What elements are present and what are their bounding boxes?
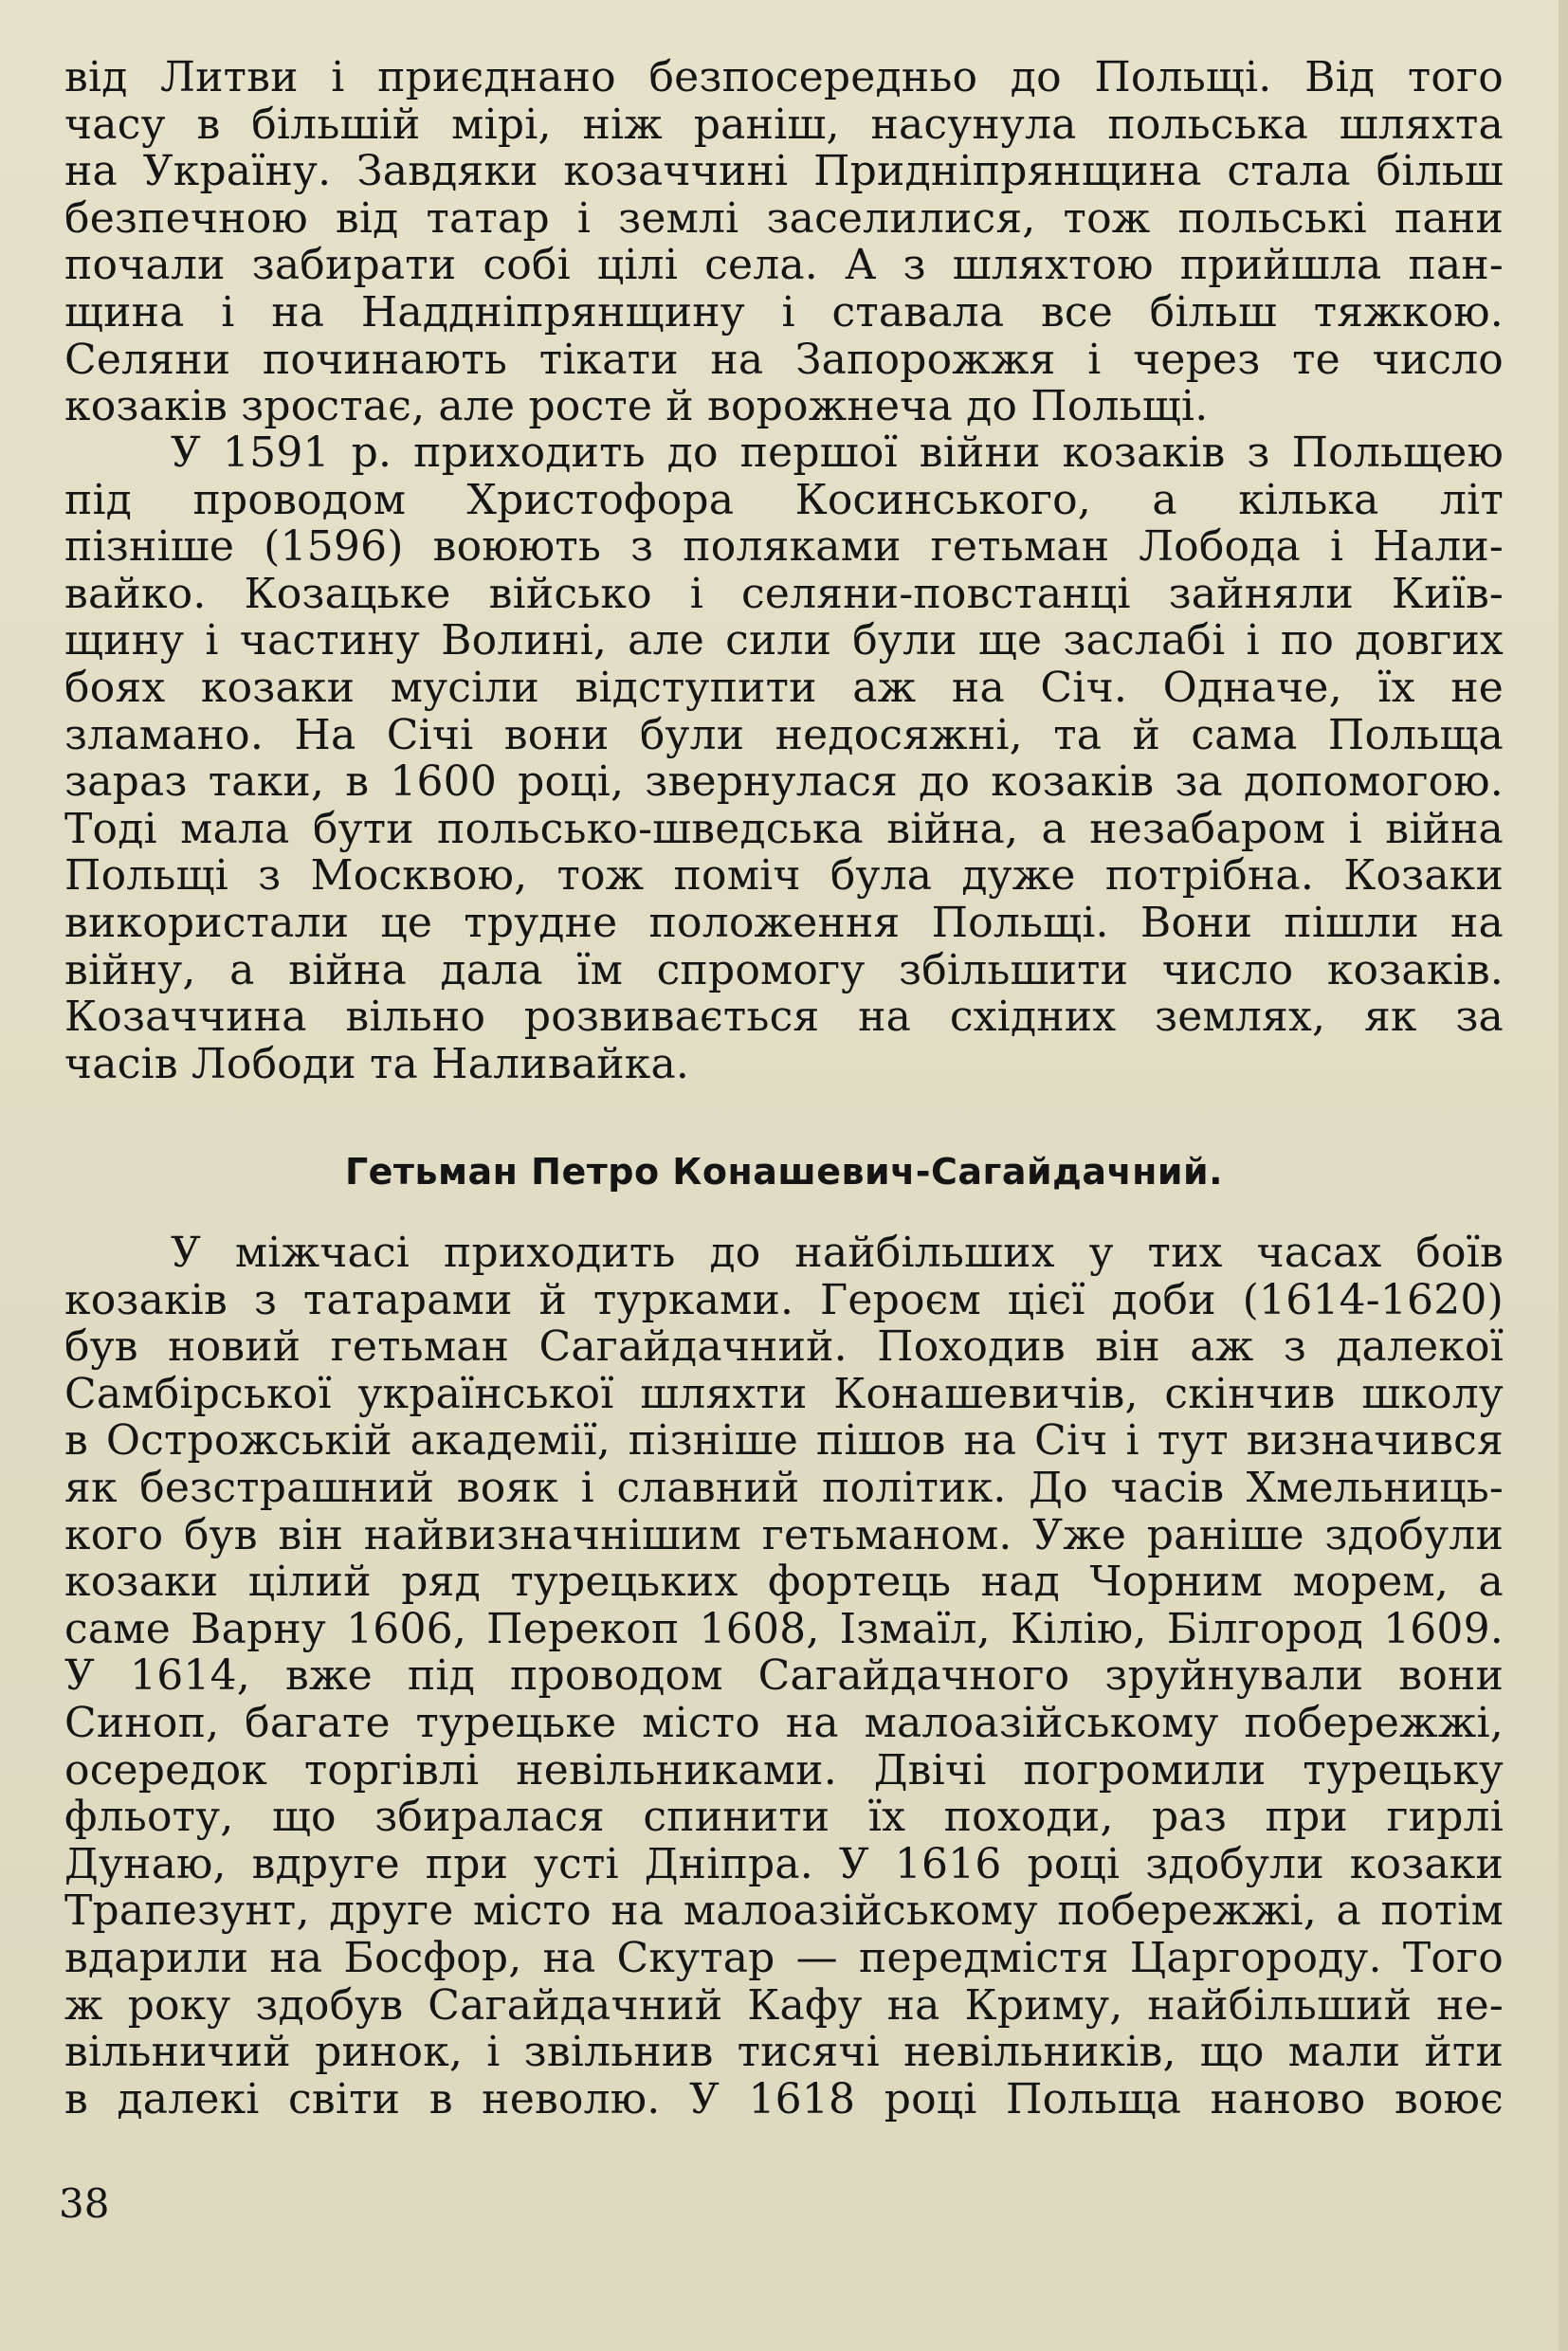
text-line: як безстрашний вояк і славний політик. До часів Хмельниць-: [64, 1467, 1504, 1512]
text-line: щину і частину Волині, але сили були ще заслабі і по довгих: [64, 620, 1504, 665]
text-line: щина і на Наддніпрянщину і ставала все більш тяжкою.: [64, 291, 1504, 337]
text-line: козаків з татарами й турками. Героєм цієї доби (1614-1620): [64, 1279, 1504, 1324]
text-line: Польщі з Москвою, тож поміч була дуже потрібна. Козаки: [64, 855, 1504, 901]
text-line: на Україну. Завдяки козаччині Придніпрянщина стала більш: [64, 151, 1504, 196]
paragraph-2: [64, 432, 1504, 1090]
text-line: фльоту, що збиралася спинити їх походи, раз при гирлі: [64, 1796, 1504, 1842]
paragraph-1: [64, 57, 1504, 433]
text-line: часу в більшій мірі, ніж раніш, насунула польська шляхта: [64, 103, 1504, 149]
text-line: саме Варну 1606, Перекоп 1608, Ізмаїл, Кілію, Білгород 1609.: [64, 1608, 1504, 1653]
text-line: ж року здобув Сагайдачний Кафу на Криму, найбільший не-: [64, 1984, 1504, 2030]
text-line: У 1591 р. приходить до першої війни козаків з Польщею: [171, 432, 1504, 477]
text-line: козаків зростає, але росте й ворожнеча до Польщі.: [64, 386, 1209, 431]
text-line: використали це трудне положення Польщі. Вони пішли на: [64, 902, 1504, 947]
text-line: Синоп, багате турецьке місто на малоазійському побережжі,: [64, 1702, 1504, 1747]
text-line: почали забирати собі цілі села. А з шляхтою прийшла пан-: [64, 245, 1504, 290]
text-line: козаки цілий ряд турецьких фортець над Чорним морем, а: [64, 1561, 1504, 1607]
page-number: 38: [59, 2180, 110, 2227]
text-line: зламано. На Січі вони були недосяжні, та й сама Польща: [64, 714, 1504, 759]
text-line: Трапезунт, друге місто на малоазійському побережжі, а потім: [64, 1890, 1504, 1936]
text-line: Дунаю, вдруге при усті Дніпра. У 1616 році здобули козаки: [64, 1843, 1504, 1888]
section-heading: Гетьман Петро Конашевич-Сагайдачний.: [344, 1151, 1224, 1193]
text-line: часів Лободи та Наливайка.: [64, 1043, 690, 1088]
paragraph-3: [64, 1232, 1504, 2125]
text-line: в Острожській академії, пізніше пішов на Січ і тут визначився: [64, 1420, 1504, 1466]
text-line: Самбірської української шляхти Конашевичів, скінчив школу: [64, 1373, 1504, 1418]
text-line: від Литви і приєднано безпосередньо до Польщі. Від того: [64, 57, 1504, 101]
text-line: осередок торгівлі невільниками. Двічі погромили турецьку: [64, 1749, 1504, 1795]
text-line: війну, а війна дала їм спромогу збільшити число козаків.: [64, 949, 1504, 994]
text-line: У міжчасі приходить до найбільших у тих часах боїв: [171, 1232, 1504, 1277]
text-line: У 1614, вже під проводом Сагайдачного зруйнували вони: [64, 1655, 1504, 1701]
text-line: пізніше (1596) воюють з поляками гетьман Лобода і Нали-: [64, 526, 1504, 572]
text-line: безпечною від татар і землі заселилися, тож польські пани: [64, 197, 1504, 243]
text-line: був новий гетьман Сагайдачний. Походив він аж з далекої: [64, 1326, 1504, 1372]
text-line: вільничий ринок, і звільнив тисячі невільників, що мали йти: [64, 2032, 1504, 2077]
text-line: Тоді мала бути польсько-шведська війна, а незабаром і війна: [64, 808, 1504, 853]
text-line: Козаччина вільно розвивається на східних землях, як за: [64, 996, 1504, 1042]
text-line: Селяни починають тікати на Запорожжя і через те число: [64, 338, 1504, 384]
text-line: вдарили на Босфор, на Скутар — передмістя Царгороду. Того: [64, 1937, 1504, 1982]
text-line: кого був він найвизначнішим гетьманом. Уже раніше здобули: [64, 1514, 1504, 1559]
text-line: вайко. Козацьке військо і селяни-повстанці зайняли Київ-: [64, 573, 1504, 618]
text-line: боях козаки мусіли відступити аж на Січ. Одначе, їх не: [64, 666, 1504, 712]
text-line: зараз таки, в 1600 році, звернулася до козаків за допомогою.: [64, 761, 1504, 807]
text-line: в далекі світи в неволю. У 1618 році Польща наново воює: [64, 2078, 1504, 2123]
text-line: під проводом Христофора Косинського, а кілька літ: [64, 479, 1504, 524]
